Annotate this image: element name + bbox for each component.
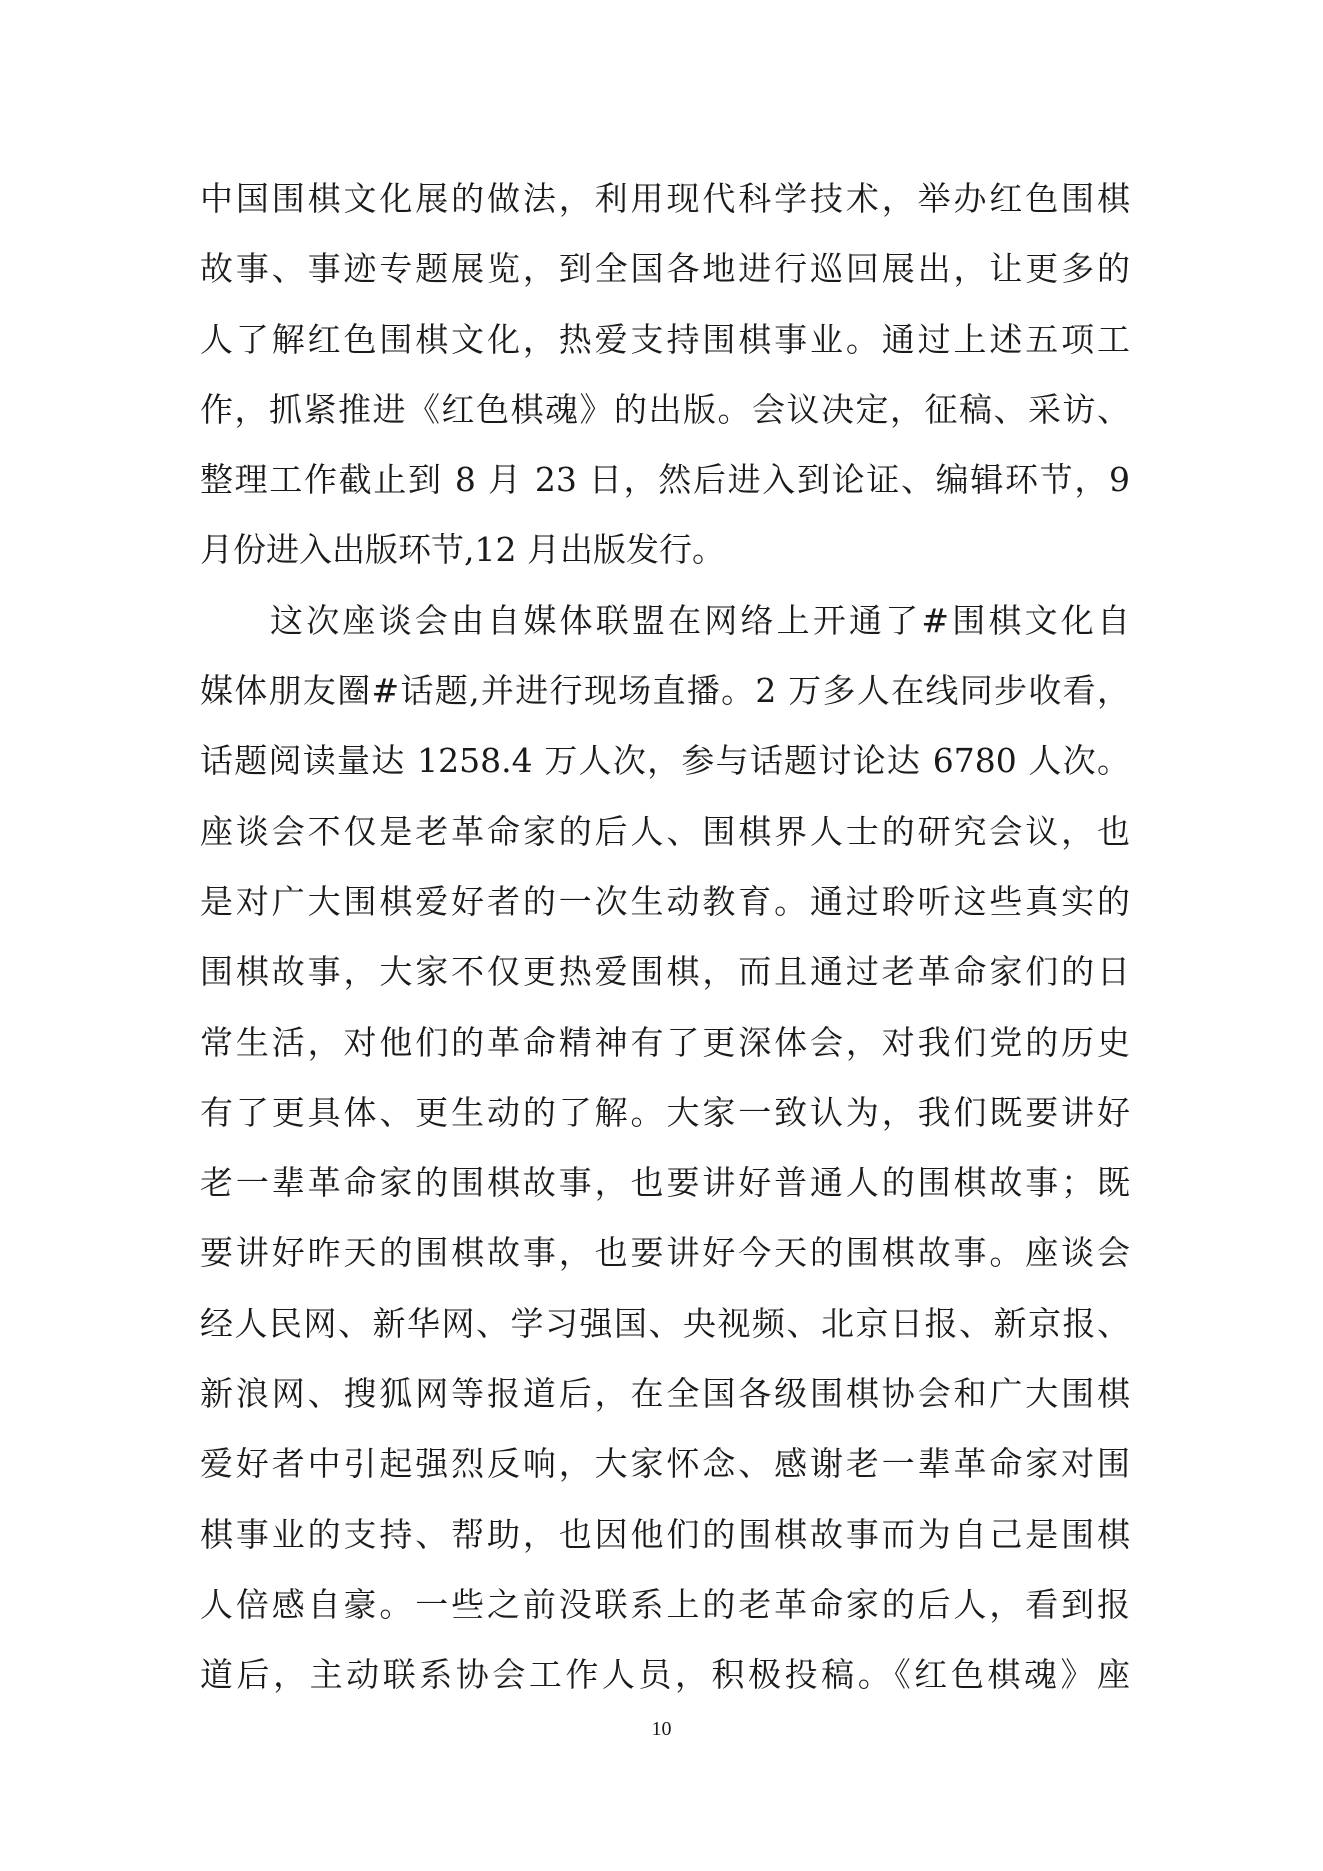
text-line: 围棋故事，大家不仅更热爱围棋，而且通过老革命家们的日	[200, 952, 1130, 992]
text-line: 人了解红色围棋文化，热爱支持围棋事业。通过上述五项工	[200, 319, 1130, 359]
text-line: 月份进入出版环节,12 月出版发行。	[200, 530, 725, 570]
text-line: 人倍感自豪。一些之前没联系上的老革命家的后人，看到报	[200, 1584, 1130, 1624]
text-line: 道后，主动联系协会工作人员，积极投稿。《红色棋魂》座	[200, 1655, 1130, 1695]
text-line: 故事、事迹专题展览，到全国各地进行巡回展出，让更多的	[200, 249, 1130, 289]
text-line: 中国围棋文化展的做法，利用现代科学技术，举办红色围棋	[200, 179, 1130, 218]
paragraph-first-line: 这次座谈会由自媒体联盟在网络上开通了#围棋文化自	[270, 600, 1130, 640]
body-text	[200, 164, 1130, 1711]
text-line: 座谈会不仅是老革命家的后人、围棋界人士的研究会议，也	[200, 811, 1130, 851]
text-line: 整理工作截止到 8 月 23 日，然后进入到论证、编辑环节，9	[200, 460, 1130, 500]
text-line: 作，抓紧推进《红色棋魂》的出版。会议决定，征稿、采访、	[200, 389, 1130, 429]
text-line: 媒体朋友圈#话题,并进行现场直播。2 万多人在线同步收看，	[200, 671, 1130, 711]
text-line: 有了更具体、更生动的了解。大家一致认为，我们既要讲好	[200, 1092, 1130, 1132]
text-line: 棋事业的支持、帮助，也因他们的围棋故事而为自己是围棋	[200, 1514, 1130, 1554]
text-line: 爱好者中引起强烈反响，大家怀念、感谢老一辈革命家对围	[200, 1444, 1130, 1484]
text-line: 经人民网、新华网、学习强国、央视频、北京日报、新京报、	[200, 1303, 1130, 1343]
text-line: 老一辈革命家的围棋故事，也要讲好普通人的围棋故事；既	[200, 1163, 1130, 1203]
text-line: 新浪网、搜狐网等报道后，在全国各级围棋协会和广大围棋	[200, 1374, 1130, 1414]
text-line: 是对广大围棋爱好者的一次生动教育。通过聆听这些真实的	[200, 881, 1130, 921]
text-line: 常生活，对他们的革命精神有了更深体会，对我们党的历史	[200, 1022, 1130, 1062]
text-line: 话题阅读量达 1258.4 万人次，参与话题讨论达 6780 人次。	[200, 741, 1130, 781]
page-number: 10	[651, 1718, 672, 1740]
text-line: 要讲好昨天的围棋故事，也要讲好今天的围棋故事。座谈会	[200, 1233, 1130, 1273]
